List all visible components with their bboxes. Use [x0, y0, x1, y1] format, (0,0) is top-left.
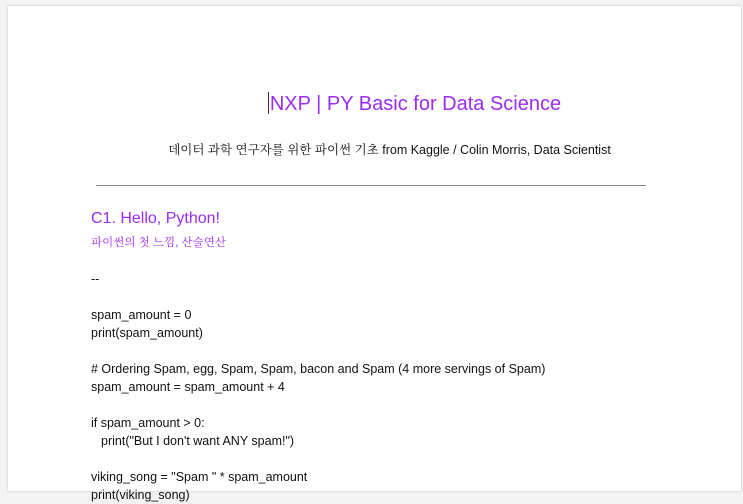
document-title-container[interactable]	[8, 92, 741, 116]
blank-line	[91, 288, 545, 306]
blank-line	[91, 450, 545, 468]
code-line: if spam_amount > 0:	[91, 416, 205, 430]
blank-line	[91, 396, 545, 414]
document-page	[8, 6, 741, 502]
section-subheading[interactable]: 파이썬의 첫 느낌, 산술연산	[91, 237, 226, 249]
code-line: viking_song = "Spam " * spam_amount	[91, 470, 308, 484]
document-title[interactable]: NXP | PY Basic for Data Science	[269, 93, 562, 115]
document-body[interactable]	[91, 270, 545, 504]
horizontal-divider	[96, 185, 646, 186]
blank-line	[91, 342, 545, 360]
code-line: print(viking_song)	[91, 488, 190, 502]
text-cursor	[268, 92, 269, 114]
code-line: spam_amount = spam_amount + 4	[91, 380, 285, 394]
code-line: spam_amount = 0	[91, 308, 192, 322]
separator-text: --	[91, 272, 100, 286]
section-heading[interactable]: C1. Hello, Python!	[91, 210, 220, 227]
document-subtitle[interactable]: 데이터 과학 연구자를 위한 파이썬 기초 from Kaggle / Colin Morris, Data Scientist	[168, 143, 611, 157]
code-line: print(spam_amount)	[91, 326, 203, 340]
code-line: print("But I don't want ANY spam!")	[101, 434, 295, 448]
code-line: # Ordering Spam, egg, Spam, Spam, bacon and Spam (4 more servings of Spam)	[91, 362, 546, 376]
